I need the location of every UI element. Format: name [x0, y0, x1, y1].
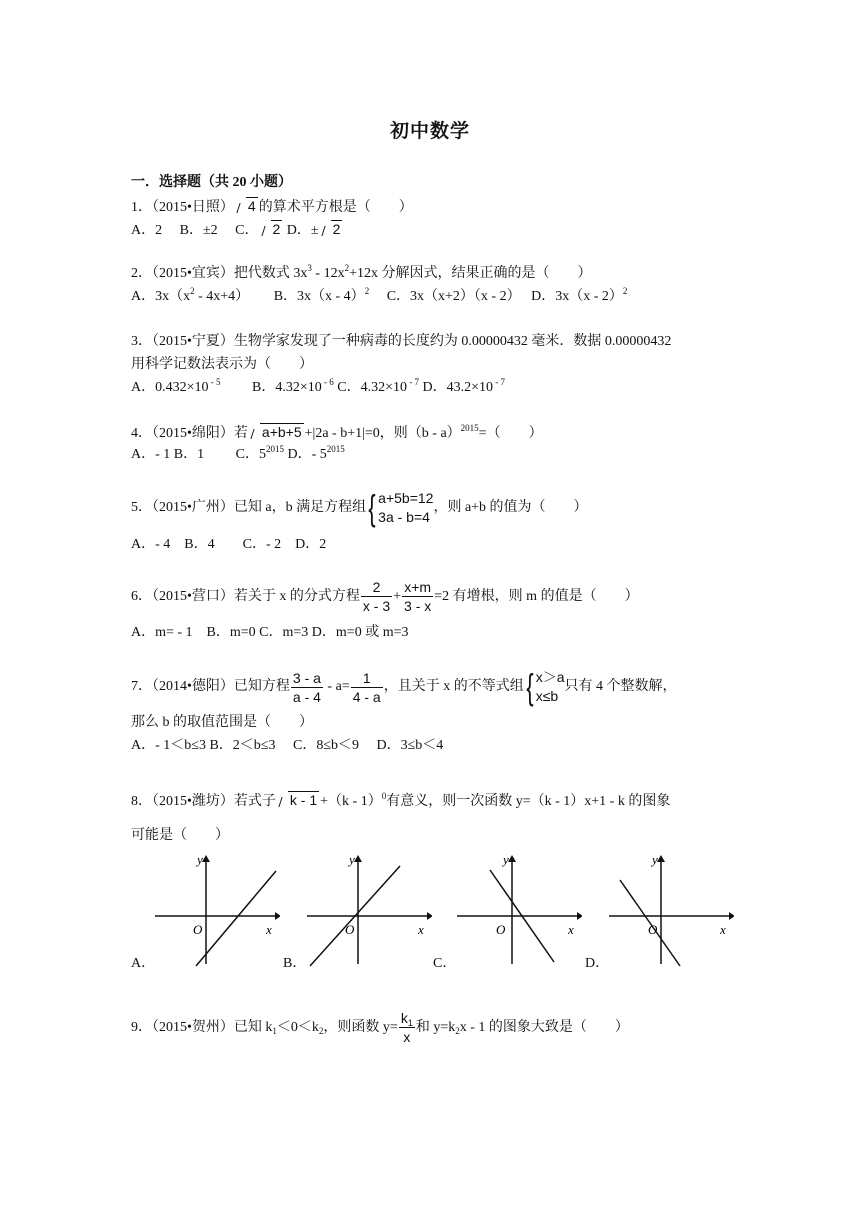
axis-x-label: x	[720, 922, 726, 937]
q4-stem: 4．（2015•绵阳）若 a+b+5 +|2a - b+1|=0，则（b - a）$^{2015}$=（ ）	[131, 423, 543, 441]
q5-stem: 5．（2015•广州）已知 a，b 满足方程组 { a+5b=12 3a - b=4 ，则 a+b 的值为（ ）	[131, 487, 588, 528]
q3-stem-line1: 3．（2015•宁夏）生物学家发现了一种病毒的长度约为 0.00000432 毫米．数据 0.00000432	[131, 334, 672, 349]
graph-d	[604, 852, 734, 970]
graph-c	[452, 852, 582, 970]
q1-option-d: D．± 2	[286, 221, 341, 238]
fraction: $\frac{x+m}{3 - x}$	[404, 579, 432, 615]
radical-icon: 2	[259, 219, 283, 239]
q3-option-b: B．4.32×10 $^{- 6}$	[252, 377, 334, 395]
q1-option-c: C． 2	[235, 221, 281, 238]
q4-options	[131, 445, 345, 465]
equation-system: { a+5b=12 3a - b=4	[368, 487, 434, 528]
graph-b	[302, 852, 432, 970]
q1-option-a: A．2	[131, 223, 163, 238]
axis-x-label: x	[266, 922, 272, 937]
radical-icon: a+b+5	[248, 422, 304, 442]
q8-option-d: D．	[585, 956, 610, 971]
q7-stem: 7．（2014•德阳）已知方程 $\frac{3 - a}{a - 4}$ - a= $\frac{1}{4 - a}$ ，且关于 x 的不等式组 { x＞a x≤b 只有 4 个整数解，	[131, 666, 677, 707]
radical-icon: 4	[234, 196, 258, 216]
axis-x-label: x	[418, 922, 424, 937]
radical-icon: k - 1	[276, 790, 319, 810]
q3-option-d: D．43.2×10 $^{- 7}$	[422, 377, 505, 395]
q2-stem: 2．（2015•宜宾）把代数式 $3x^3 - 12x^2+12x$ 分解因式，结果正确的是（ ）	[131, 263, 592, 281]
radical-icon: 2	[319, 219, 343, 239]
q7-options: A．- 1＜b≤3 B．2＜b≤3 C．8≤b＜9 D．3≤b＜4	[131, 738, 444, 753]
q2-options	[131, 287, 627, 307]
fraction: $\frac{2}{x - 3}$	[362, 579, 391, 615]
q4-option-d: D．- $5^{2015}$	[287, 444, 345, 462]
q9-stem: 9．（2015•贺州）已知 $k_1<0<k_2$，则函数 y= $\frac{k_1}{x}$ 和 $y=k_2x - 1$ 的图象大致是（ ）	[131, 1010, 629, 1046]
q1-option-b: B．±2	[179, 223, 218, 238]
q1-stem: 1．（2015•日照） 4 的算术平方根是（ ）	[131, 198, 413, 215]
axis-y-label: y	[503, 852, 509, 867]
q4-option-a: A．- 1	[131, 447, 171, 462]
axis-y-label: y	[197, 852, 203, 867]
origin-label: O	[496, 922, 506, 937]
q8-option-a: A．	[131, 956, 156, 971]
q6-options: A．m= - 1 B．m=0 C．m=3 D．m=0 或 m=3	[131, 625, 409, 640]
page-title: 初中数学	[389, 121, 470, 142]
q8-stem: 8．（2015•潍坊）若式子 k - 1 +（k - 1）$^0$有意义，则一次函数 y=（k - 1）x+1 - k 的图象	[131, 791, 671, 809]
q3-options	[131, 378, 505, 398]
section-heading: 一．选择题（共 20 小题）	[131, 175, 292, 190]
q2-option-d: D．3x（x - 2）$^2$	[531, 286, 628, 304]
origin-label: O	[345, 922, 355, 937]
q1-options	[131, 219, 343, 241]
q4-option-b: B．1	[173, 447, 205, 462]
q3-stem-line2: 用科学记数法表示为（ ）	[131, 357, 313, 372]
origin-label: O	[193, 922, 203, 937]
q3-option-a: A．0.432×10 $^{- 5}$	[131, 377, 221, 395]
q3-option-c: C．4.32×10 $^{- 7}$	[337, 377, 419, 395]
inequality-system: { x＞a x≤b	[526, 666, 565, 707]
fraction: $\frac{1}{4 - a}$	[352, 669, 381, 705]
axis-y-label: y	[349, 852, 355, 867]
axis-x-label: x	[568, 922, 574, 937]
fraction: $\frac{3 - a}{a - 4}$	[292, 669, 321, 705]
axis-y-label: y	[652, 852, 658, 867]
q6-stem: 6．（2015•营口）若关于 x 的分式方程 $\frac{2}{x - 3}$ + $\frac{x+m}{3 - x}$ =2 有增根，则 m 的值是（ ）	[131, 579, 639, 615]
q5-options: A．- 4 B．4 C．- 2 D．2	[131, 537, 327, 552]
q8-stem-line2: 可能是（ ）	[131, 828, 229, 843]
q7-stem-line2: 那么 b 的取值范围是（ ）	[131, 715, 313, 730]
q4-option-c: C．$5^{2015}$	[235, 444, 284, 462]
origin-label: O	[648, 922, 658, 937]
fraction: $\frac{k_1}{x}$	[400, 1010, 413, 1046]
q2-option-a: A．$3x(x^2 - 4x+4)$	[131, 286, 243, 304]
q2-option-b: B．3x（x - 4）$^2$	[273, 286, 370, 304]
q8-option-c: C．	[433, 956, 457, 971]
q8-option-b: B．	[283, 956, 307, 971]
q2-option-c: C．3x（x+2）（x - 2）	[386, 289, 514, 304]
graph-a	[150, 852, 280, 970]
